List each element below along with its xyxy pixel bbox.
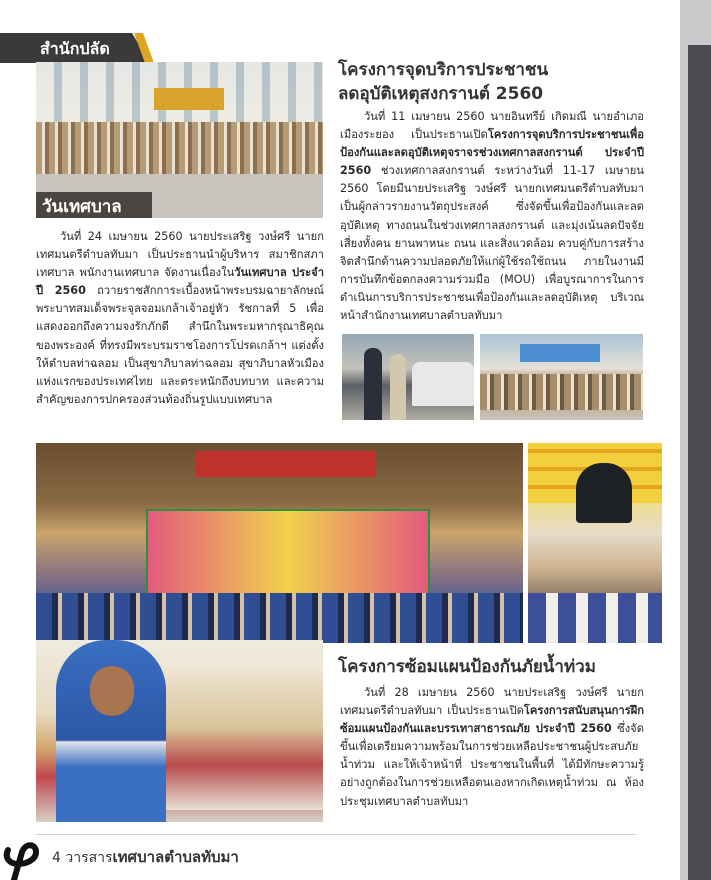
footer-journal (52, 845, 239, 869)
article-municipality-day-body (36, 228, 324, 409)
footer-title: เทศบาลตำบลทับมา (112, 848, 239, 866)
body-emphasis: โครงการจุดบริการประชาชนเพื่อป้องกันและลดอุบัติเหตุจราจรช่วงเทศกาลสงกรานต์ ประจำปี 2560 (340, 128, 644, 178)
headline-service-point (338, 58, 668, 106)
body-text: ถวายราชสักการะเบื้องหน้าพระบรมฉายาลักษณ์พระบาทสมเด็จพระจุลจอมเกล้าเจ้าอยู่หัว รัชกาลที่ 5 เพื่อแสดงออกถึงความจงรักภักดี สำนึกในพระมหากรุณาธิคุณของพระองค์ ที่ทรงมีพระบรมราชโองการโปรดเกล้าฯ แต่งตั้งให้ตำบลท่าฉลอม เป็นสุขาภิบาลท่าฉลอม สุขาภิบาลหัวเมืองแห่งแรกของประเทศไทย และตระหนักถึงบทบาท และความสำคัญของการปกครองส่วนท้องถิ่นรูปแบบเทศบาล (36, 284, 324, 406)
footer-prefix: วารสาร (65, 850, 113, 866)
body-emphasis: วันเทศบาล ประจำปี 2560 (36, 266, 324, 298)
mourning-ribbon-icon (0, 838, 40, 880)
headline-flood-drill: โครงการซ้อมแผนป้องกันภัยน้ำท่วม (338, 657, 596, 677)
body-text: วันที่ 24 เมษายน 2560 นายประเสริฐ วงษ์ศรี นายกเทศมนตรีตำบลทับมา เป็นประธานนำผู้บริหาร สมาชิกสภาเทศบาล พนักงานเทศบาล จัดงานเนื่องใน (36, 230, 324, 280)
headline-line-2: ลดอุบัติเหตุสงกรานต์ 2560 (338, 84, 544, 104)
photo-service-point-car (342, 334, 474, 420)
photo-flood-drill-speaker (36, 640, 323, 822)
photo-flood-drill-meeting (528, 443, 662, 643)
body-text: ช่วงเทศกาลสงกรานต์ ระหว่างวันที่ 11-17 เมษายน 2560 โดยมีนายประเสริฐ วงษ์ศรี นายกเทศมนตรีตำบลทับมา เป็นผู้กล่าวรายงานวัตถุประสงค์ ซึ่งจัดขึ้นเพื่อป้องกันและลดอุบัติเหตุ ทางถนนในช่วงเทศกาลสงกรานต์ และมุ่งเน้นลดปัจจัยเสี่ยงทั้งคน ยานพาหนะ ถนน และสิ่งแวดล้อม ควบคู่กับการสร้างจิตสำนึกด้านความปลอดภัยให้แก่ผู้ใช้รถใช้ถนน ภายในงานมีการบันทึกข้อตกลงความร่วมมือ (MOU) เพื่อบูรณาการในการดำเนินการบริการประชาชนเพื่อป้องกันและลดอุบัติเหตุ บริเวณหน้าสำนักงานเทศบาลตำบลทับมา (340, 164, 644, 323)
footer-divider (36, 834, 636, 835)
body-emphasis: โครงการสนับสนุนการฝึกซ้อมแผนป้องกันและบรรเทาสาธารณภัย ประจำปี 2560 (340, 704, 644, 736)
body-text: วันที่ 28 เมษายน 2560 นายประเสริฐ วงษ์ศรี นายกเทศมนตรีตำบลทับมา เป็นประธานเปิด (340, 686, 644, 718)
article-flood-drill-body (340, 684, 644, 811)
photo-service-point-group (480, 334, 643, 420)
photo-flood-drill-group (36, 443, 523, 643)
article-service-point-body (340, 108, 644, 325)
photo-label-municipality-day: วันเทศบาล (42, 197, 122, 217)
body-text: วันที่ 11 เมษายน 2560 นายอินทรีย์ เกิดมณี นายอำเภอเมืองระยอง เป็นประธานเปิด (340, 110, 644, 142)
body-text: ซึ่งจัดขึ้นเพื่อเตรียมความพร้อมในการช่วยเหลือประชาชนผู้ประสบภัยน้ำท่วม และให้เจ้าหน้าที่ ประชาชนในพื้นที่ ได้มีทักษะความรู้อย่างถูกต้องในการช่วยเหลือตนเองหากเกิดเหตุน้ำท่วม ณ ห้องประชุมเทศบาลตำบลทับมา (340, 722, 644, 808)
section-tag-label: สำนักปลัด (40, 39, 110, 58)
side-strip-dark (688, 45, 711, 880)
headline-line-1: โครงการจุดบริการประชาชน (338, 60, 549, 80)
page-number: 4 (52, 850, 61, 866)
